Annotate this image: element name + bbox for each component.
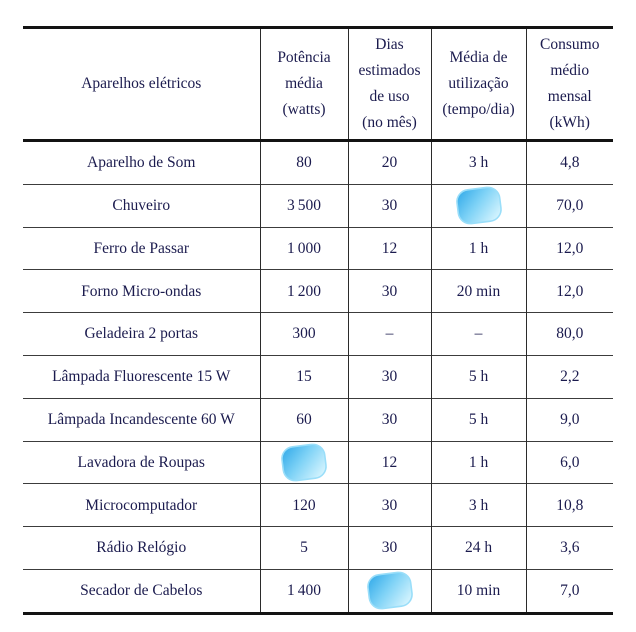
column-header-days-line: de uso	[369, 88, 410, 105]
column-header-days-line: estimados	[358, 62, 421, 79]
cell-appliance: Forno Micro-ondas	[81, 282, 202, 300]
cell-consumption: 12,0	[526, 270, 613, 313]
cell-consumption: 7,0	[526, 569, 613, 613]
column-header-usage-line: Média de	[449, 49, 508, 66]
cell-days: 30	[348, 398, 431, 441]
table-row	[23, 527, 613, 570]
table-body	[23, 141, 613, 614]
cell-consumption: 2,2	[526, 355, 613, 398]
appliance-consumption-table-wrap	[23, 26, 613, 615]
cell-consumption: 4,8	[526, 141, 613, 185]
cell-usage: 24 h	[431, 527, 526, 570]
cell-days: 30	[348, 184, 431, 227]
cell-appliance: Lavadora de Roupas	[77, 453, 205, 471]
cell-usage: 3 h	[431, 484, 526, 527]
column-header-power-line: média	[285, 75, 323, 92]
table-row	[23, 484, 613, 527]
cell-usage	[431, 184, 526, 227]
cell-consumption: 3,6	[526, 527, 613, 570]
table-row	[23, 569, 613, 613]
table-row	[23, 398, 613, 441]
cell-appliance: Secador de Cabelos	[80, 582, 203, 600]
column-header-usage-line: (tempo/dia)	[442, 101, 515, 118]
column-header-consumption-line: (kWh)	[549, 114, 590, 131]
cell-days	[348, 569, 431, 613]
table-row	[23, 355, 613, 398]
cell-appliance: Microcomputador	[85, 496, 198, 514]
cell-appliance: Lâmpada Fluorescente 15 W	[52, 368, 231, 386]
cell-power: 60	[260, 398, 348, 441]
column-header-days-line: Dias	[375, 36, 404, 53]
cell-power: 15	[260, 355, 348, 398]
column-header-power	[260, 28, 348, 141]
cell-power: 1 200	[260, 270, 348, 313]
cell-appliance: Geladeira 2 portas	[84, 325, 199, 343]
blue-blob-icon	[279, 441, 329, 483]
column-header-appliance-line: Aparelhos elétricos	[81, 75, 202, 92]
column-header-consumption-line: médio	[550, 62, 590, 79]
column-header-days-line: (no mês)	[362, 114, 417, 131]
column-header-appliance	[23, 28, 260, 141]
cell-appliance: Rádio Relógio	[96, 539, 187, 557]
cell-power	[260, 441, 348, 484]
cell-appliance: Lâmpada Incandescente 60 W	[47, 410, 235, 428]
header-row	[23, 28, 613, 141]
cell-usage: 10 min	[431, 569, 526, 613]
blue-blob-icon	[364, 570, 414, 612]
table-row	[23, 184, 613, 227]
cell-usage: 1 h	[431, 441, 526, 484]
column-header-days	[348, 28, 431, 141]
cell-usage: –	[431, 313, 526, 356]
cell-days: 20	[348, 141, 431, 185]
table-header	[23, 28, 613, 141]
cell-consumption: 70,0	[526, 184, 613, 227]
cell-appliance: Ferro de Passar	[93, 239, 190, 257]
cell-appliance: Chuveiro	[112, 196, 171, 214]
table-row	[23, 313, 613, 356]
cell-power: 300	[260, 313, 348, 356]
cell-days: 30	[348, 355, 431, 398]
column-header-power-line: (watts)	[282, 101, 326, 118]
cell-usage: 5 h	[431, 398, 526, 441]
cell-power: 120	[260, 484, 348, 527]
cell-power: 3 500	[260, 184, 348, 227]
cell-power: 1 400	[260, 569, 348, 613]
table-row	[23, 141, 613, 185]
cell-consumption: 10,8	[526, 484, 613, 527]
cell-days: 30	[348, 527, 431, 570]
blue-blob-icon	[453, 185, 503, 227]
cell-consumption: 9,0	[526, 398, 613, 441]
cell-days: –	[348, 313, 431, 356]
column-header-consumption-line: mensal	[547, 88, 592, 105]
cell-power: 1 000	[260, 227, 348, 270]
column-header-consumption	[526, 28, 613, 141]
cell-consumption: 12,0	[526, 227, 613, 270]
column-header-power-line: Potência	[277, 49, 331, 66]
table-row	[23, 270, 613, 313]
cell-consumption: 80,0	[526, 313, 613, 356]
cell-days: 30	[348, 484, 431, 527]
column-header-consumption-line: Consumo	[540, 36, 600, 53]
cell-usage: 20 min	[431, 270, 526, 313]
column-header-usage	[431, 28, 526, 141]
cell-usage: 3 h	[431, 141, 526, 185]
cell-consumption: 6,0	[526, 441, 613, 484]
cell-power: 80	[260, 141, 348, 185]
cell-power: 5	[260, 527, 348, 570]
cell-usage: 1 h	[431, 227, 526, 270]
cell-appliance: Aparelho de Som	[87, 154, 196, 172]
cell-days: 30	[348, 270, 431, 313]
column-header-usage-line: utilização	[448, 75, 509, 92]
appliance-consumption-table	[23, 26, 613, 615]
table-row	[23, 227, 613, 270]
cell-usage: 5 h	[431, 355, 526, 398]
cell-days: 12	[348, 441, 431, 484]
table-row	[23, 441, 613, 484]
cell-days: 12	[348, 227, 431, 270]
